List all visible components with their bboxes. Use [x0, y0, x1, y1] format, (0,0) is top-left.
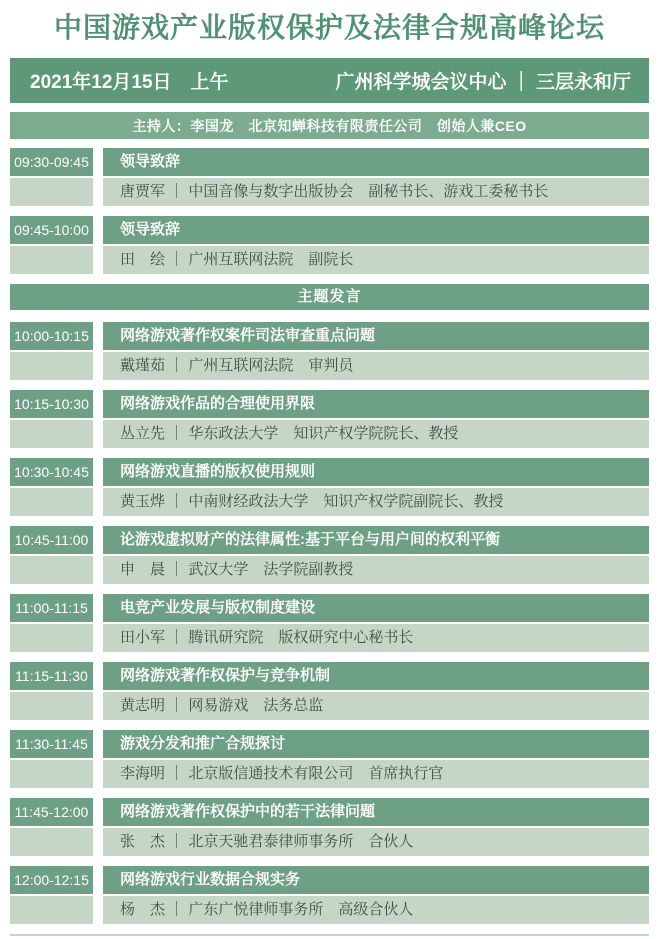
schedule-row [10, 390, 649, 448]
session-title: 领导致辞 [103, 148, 649, 176]
session-speaker: 田小军 ｜ 腾讯研究院 版权研究中心秘书长 [103, 624, 649, 652]
time-column [10, 148, 93, 206]
time-slot-spacer [10, 692, 93, 720]
time-column [10, 798, 93, 856]
schedule-row [10, 730, 649, 788]
content-column [103, 458, 649, 516]
session-title: 论游戏虚拟财产的法律属性:基于平台与用户间的权利平衡 [103, 526, 649, 554]
content-column [103, 322, 649, 380]
content-column [103, 390, 649, 448]
session-speaker: 丛立先 ｜ 华东政法大学 知识产权学院院长、教授 [103, 420, 649, 448]
time-slot: 09:30-09:45 [10, 148, 93, 176]
time-column [10, 322, 93, 380]
session-venue: 广州科学城会议中心 ｜ 三层永和厅 [335, 72, 631, 93]
session-title: 电竞产业发展与版权制度建设 [103, 594, 649, 622]
schedule-row [10, 594, 649, 652]
session-datetime: 2021年12月15日 上午 [30, 72, 229, 93]
session-title: 网络游戏著作权保护与竞争机制 [103, 662, 649, 690]
time-slot-spacer [10, 352, 93, 380]
schedule-row [10, 148, 649, 206]
session-title: 网络游戏直播的版权使用规则 [103, 458, 649, 486]
time-slot-spacer [10, 246, 93, 274]
time-slot: 11:45-12:00 [10, 798, 93, 826]
time-slot-spacer [10, 760, 93, 788]
session-title: 网络游戏作品的合理使用界限 [103, 390, 649, 418]
schedule-row [10, 216, 649, 274]
session-speaker: 申 晨 ｜ 武汉大学 法学院副教授 [103, 556, 649, 584]
time-slot-spacer [10, 828, 93, 856]
content-column [103, 594, 649, 652]
session-speaker: 杨 杰 ｜ 广东广悦律师事务所 高级合伙人 [103, 896, 649, 924]
page-title: 中国游戏产业版权保护及法律合规高峰论坛 [53, 12, 605, 43]
content-column [103, 798, 649, 856]
time-slot-spacer [10, 556, 93, 584]
time-slot-spacer [10, 488, 93, 516]
session-speaker: 李海明 ｜ 北京版信通技术有限公司 首席执行官 [103, 760, 649, 788]
content-column [103, 662, 649, 720]
session-info-bar [10, 58, 649, 103]
time-slot: 11:15-11:30 [10, 662, 93, 690]
time-slot: 12:00-12:15 [10, 866, 93, 894]
agenda-page [0, 8, 659, 936]
content-column [103, 730, 649, 788]
session-speaker: 唐贾军 ｜ 中国音像与数字出版协会 副秘书长、游戏工委秘书长 [103, 178, 649, 206]
time-column [10, 866, 93, 924]
session-title: 领导致辞 [103, 216, 649, 244]
session-speaker: 田 绘 ｜ 广州互联网法院 副院长 [103, 246, 649, 274]
content-column [103, 526, 649, 584]
schedule-row [10, 322, 649, 380]
time-slot: 11:30-11:45 [10, 730, 93, 758]
schedule-row [10, 798, 649, 856]
time-column [10, 662, 93, 720]
time-column [10, 730, 93, 788]
time-slot: 09:45-10:00 [10, 216, 93, 244]
time-slot: 10:45-11:00 [10, 526, 93, 554]
time-slot: 11:00-11:15 [10, 594, 93, 622]
schedule-row [10, 526, 649, 584]
schedule-row [10, 662, 649, 720]
session-speaker: 戴瑾茹 ｜ 广州互联网法院 审判员 [103, 352, 649, 380]
time-column [10, 458, 93, 516]
content-column [103, 148, 649, 206]
session-speaker: 黄志明 ｜ 网易游戏 法务总监 [103, 692, 649, 720]
time-slot-spacer [10, 178, 93, 206]
schedule-row [10, 866, 649, 924]
session-speaker: 黄玉烨 ｜ 中南财经政法大学 知识产权学院副院长、教授 [103, 488, 649, 516]
schedule-row [10, 458, 649, 516]
section-header: 主题发言 [10, 284, 649, 310]
time-slot: 10:30-10:45 [10, 458, 93, 486]
time-column [10, 390, 93, 448]
content-column [103, 216, 649, 274]
time-slot-spacer [10, 896, 93, 924]
session-title: 网络游戏行业数据合规实务 [103, 866, 649, 894]
time-slot-spacer [10, 624, 93, 652]
session-title: 网络游戏著作权案件司法审查重点问题 [103, 322, 649, 350]
time-column [10, 216, 93, 274]
session-title: 网络游戏著作权保护中的若干法律问题 [103, 798, 649, 826]
session-title: 游戏分发和推广合规探讨 [103, 730, 649, 758]
time-slot-spacer [10, 420, 93, 448]
next-row-partial [10, 934, 649, 936]
time-column [10, 594, 93, 652]
time-slot: 10:00-10:15 [10, 322, 93, 350]
session-speaker: 张 杰 ｜ 北京天驰君泰律师事务所 合伙人 [103, 828, 649, 856]
content-column [103, 866, 649, 924]
opening-session-list [10, 148, 649, 274]
time-slot: 10:15-10:30 [10, 390, 93, 418]
keynote-session-list [10, 322, 649, 924]
host-bar: 主持人：李国龙 北京知蝉科技有限责任公司 创始人兼CEO [10, 112, 649, 139]
time-column [10, 526, 93, 584]
